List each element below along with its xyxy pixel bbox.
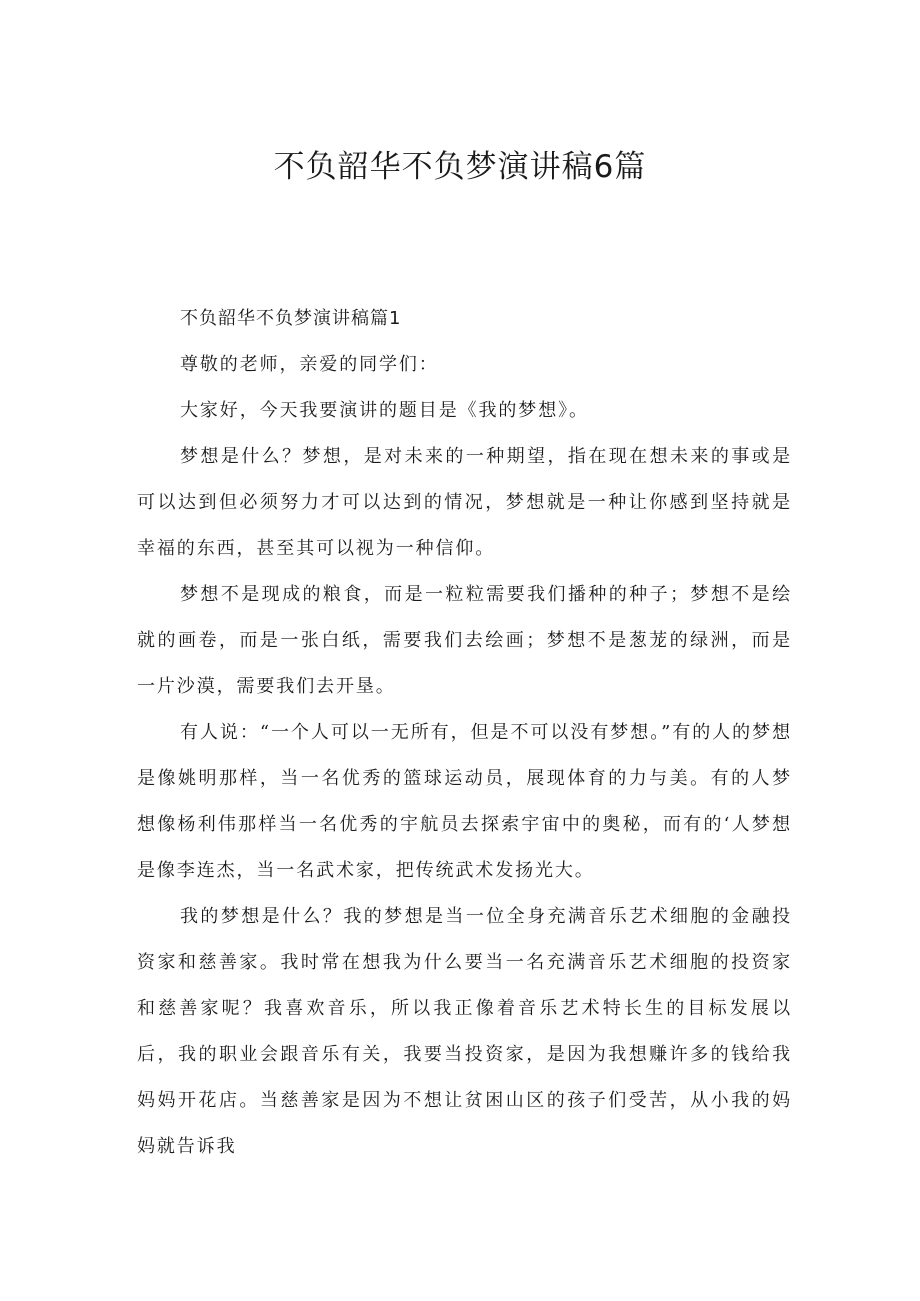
document-body: [137, 296, 792, 1170]
body-paragraph: 梦想是什么？梦想，是对未来的一种期望，指在现在想未来的事或是可以达到但必须努力才可以达到的情况，梦想就是一种让你感到坚持就是幸福的东西，甚至其可以视为一种信仰。: [137, 446, 792, 559]
document-title: 不负韶华不负梦演讲稿6篇: [273, 149, 647, 185]
body-paragraph: 我的梦想是什么？我的梦想是当一位全身充满音乐艺术细胞的金融投资家和慈善家。我时常在想我为什么要当一名充满音乐艺术细胞的投资家和慈善家呢？我喜欢音乐，所以我正像着音乐艺术特长生的目标发展以后，我的职业会跟音乐有关，我要当投资家，是因为我想赚许多的钱给我妈妈开花店。当慈善家是因为不想让贫困山区的孩子们受苦，从小我的妈妈就告诉我: [137, 906, 792, 1157]
greeting-paragraph: 大家好，今天我要演讲的题目是《我的梦想》。: [180, 400, 589, 421]
section-heading: 不负韶华不负梦演讲稿篇1: [180, 308, 402, 329]
body-paragraph: 有人说：“一个人可以一无所有，但是不可以没有梦想。”有的人的梦想是像姚明那样，当一名优秀的篮球运动员，展现体育的力与美。有的人梦想像杨利伟那样当一名优秀的宇航员去探索宇宙中的奥秘，而有的‘人梦想是像李连杰，当一名武术家，把传统武术发扬光大。: [137, 722, 792, 881]
salutation-paragraph: 尊敬的老师，亲爱的同学们：: [180, 354, 439, 375]
body-paragraph: 梦想不是现成的粮食，而是一粒粒需要我们播种的种子；梦想不是绘就的画卷，而是一张白纸，需要我们去绘画；梦想不是葱茏的绿洲，而是一片沙漠，需要我们去开垦。: [137, 584, 792, 697]
